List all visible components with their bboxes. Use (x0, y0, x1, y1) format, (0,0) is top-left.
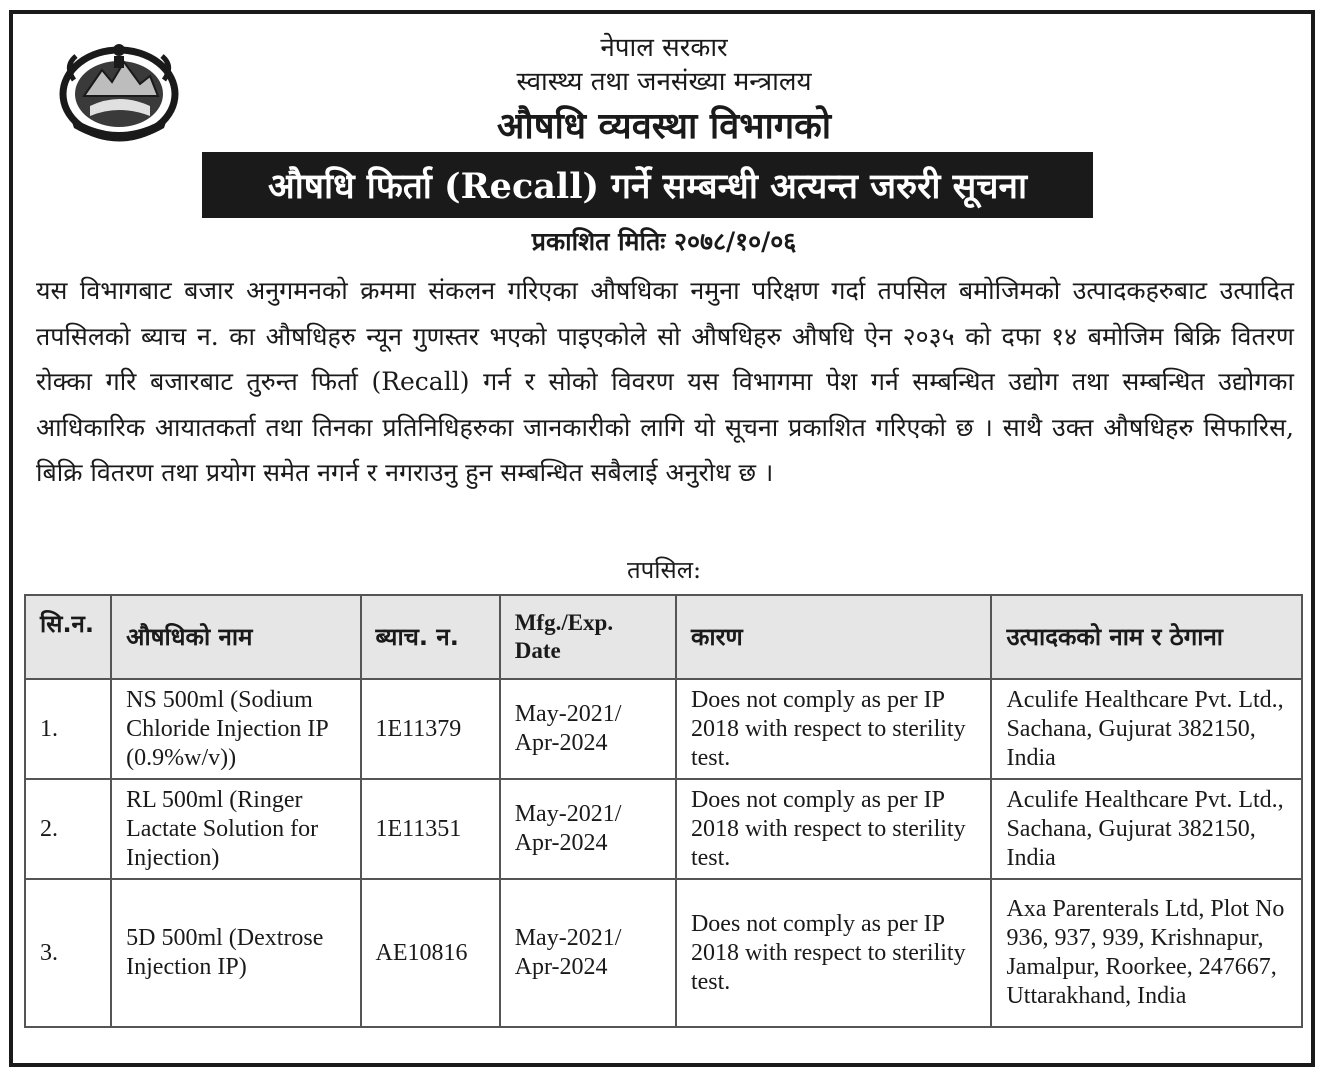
cell-dates (500, 679, 676, 779)
cell-exp-date: Apr-2024 (514, 830, 608, 856)
notice-title-banner (202, 152, 1093, 218)
cell-batch-no: 1E11379 (361, 679, 500, 779)
header-batch-no: ब्याच. न. (361, 595, 500, 679)
notice-title: औषधि फिर्ता (Recall) गर्ने सम्बन्धी अत्यन्त जरुरी सूचना (267, 165, 1028, 207)
cell-reason: Does not comply as per IP 2018 with respect to sterility test. (676, 779, 991, 879)
schedule-label: तपसिल: (626, 556, 702, 584)
cell-batch-no: AE10816 (361, 879, 500, 1027)
ministry-name: स्वास्थ्य तथा जनसंख्या मन्त्रालय (516, 67, 812, 97)
cell-mfg-date: May-2021/ (514, 701, 622, 727)
header-sn: सि.न. (25, 595, 111, 679)
cell-dates (500, 779, 676, 879)
header-mfg-exp-date: Mfg./Exp. Date (500, 595, 676, 679)
cell-exp-date: Apr-2024 (514, 954, 608, 980)
department-name: औषधि व्यवस्था विभागको (496, 105, 832, 147)
header-manufacturer: उत्पादकको नाम र ठेगाना (991, 595, 1302, 679)
cell-sn: 2. (25, 779, 111, 879)
cell-medicine-name: NS 500ml (Sodium Chloride Injection IP (0.9%w/v)) (111, 679, 360, 779)
cell-mfg-date: May-2021/ (514, 925, 622, 951)
government-name: नेपाल सरकार (600, 33, 728, 63)
table-header-row (25, 595, 1302, 679)
notice-body: यस विभागबाट बजार अनुगमनको क्रममा संकलन गरिएका औषधिका नमुना परिक्षण गर्दा तपसिल बमोजिमको उत्पादकहरुबाट उत्पादित तपसिलको ब्याच न. का औषधिहरु न्यून गुणस्तर भएको पाइएकोले सो औषधिहरु औषधि ऐन २०३५ को दफा १४ बमोजिम बिक्रि वितरण रोक्का गरि बजारबाट तुरुन्त फिर्ता (Recall) गर्न र सोको विवरण यस विभागमा पेश गर्न सम्बन्धित उद्योग तथा सम्बन्धित उद्योगका आधिकारिक आयातकर्ता तथा तिनका प्रतिनिधिहरुका जानकारीको लागि यो सूचना प्रकाशित गरिएको छ । साथै उक्त औषधिहरु सिफारिस, बिक्रि वितरण तथा प्रयोग समेत नगर्न र नगराउनु हुन सम्बन्धित सबैलाई अनुरोध छ । (36, 276, 1294, 487)
table-row (25, 879, 1302, 1027)
cell-sn: 3. (25, 879, 111, 1027)
cell-reason: Does not comply as per IP 2018 with respect to sterility test. (676, 679, 991, 779)
cell-manufacturer: Aculife Healthcare Pvt. Ltd., Sachana, Gujurat 382150, India (991, 779, 1302, 879)
cell-dates (500, 879, 676, 1027)
cell-manufacturer: Axa Parenterals Ltd, Plot No 936, 937, 939, Krishnapur, Jamalpur, Roorkee, 247667, Uttarakhand, India (991, 879, 1302, 1027)
header-reason: कारण (676, 595, 991, 679)
publish-date: प्रकाशित मितिः २०७८/१०/०६ (531, 227, 797, 256)
cell-batch-no: 1E11351 (361, 779, 500, 879)
cell-mfg-date: May-2021/ (514, 801, 622, 827)
recall-table (24, 594, 1303, 1028)
cell-medicine-name: 5D 500ml (Dextrose Injection IP) (111, 879, 360, 1027)
cell-medicine-name: RL 500ml (Ringer Lactate Solution for Injection) (111, 779, 360, 879)
cell-manufacturer: Aculife Healthcare Pvt. Ltd., Sachana, Gujurat 382150, India (991, 679, 1302, 779)
cell-reason: Does not comply as per IP 2018 with respect to sterility test. (676, 879, 991, 1027)
header-medicine-name: औषधिको नाम (111, 595, 360, 679)
cell-sn: 1. (25, 679, 111, 779)
table-row (25, 679, 1302, 779)
table-row (25, 779, 1302, 879)
cell-exp-date: Apr-2024 (514, 730, 608, 756)
